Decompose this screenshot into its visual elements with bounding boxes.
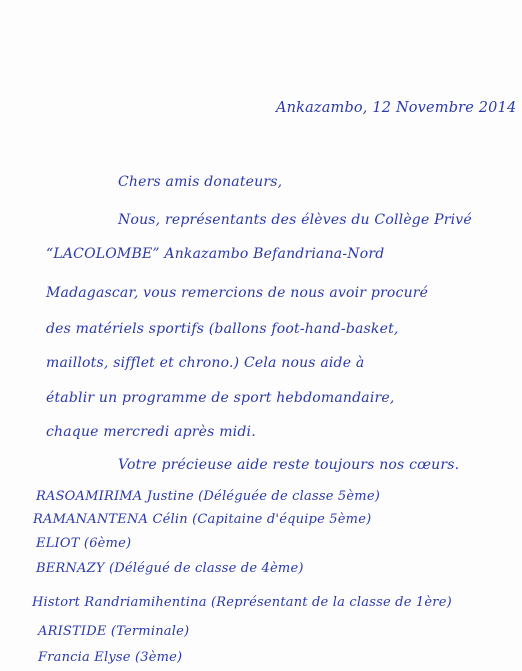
body-line-5: maillots, sifflet et chrono.) Cela nous aide à [46,355,365,371]
body-line-3: Madagascar, vous remercions de nous avoir procuré [46,285,429,301]
signatory-3: ELIOT (6ème) [36,536,132,551]
signatory-2: RAMANANTENA Célin (Capitaine d'équipe 5ème) [33,512,372,527]
signatory-7: Francia Elyse (3ème) [38,650,183,665]
signatory-4: BERNAZY (Délégué de classe de 4ème) [36,561,304,576]
body-line-2: “LACOLOMBE” Ankazambo Befandriana-Nord [46,246,385,262]
signatory-5: Histort Randriamihentina (Représentant de la classe de 1ère) [32,595,452,610]
body-line-7: chaque mercredi après midi. [46,424,256,440]
signatory-6: ARISTIDE (Terminale) [38,624,190,639]
salutation: Chers amis donateurs, [118,174,283,190]
signatory-1: RASOAMIRIMA Justine (Déléguée de classe 5ème) [36,489,380,504]
body-line-1: Nous, représentants des élèves du Collège Privé [118,212,472,228]
body-line-4: des matériels sportifs (ballons foot-hand-basket, [46,321,399,337]
body-line-8: Votre précieuse aide reste toujours nos cœurs. [118,457,460,473]
body-line-6: établir un programme de sport hebdomandaire, [46,390,395,406]
place-date: Ankazambo, 12 Novembre 2014 [276,98,517,116]
